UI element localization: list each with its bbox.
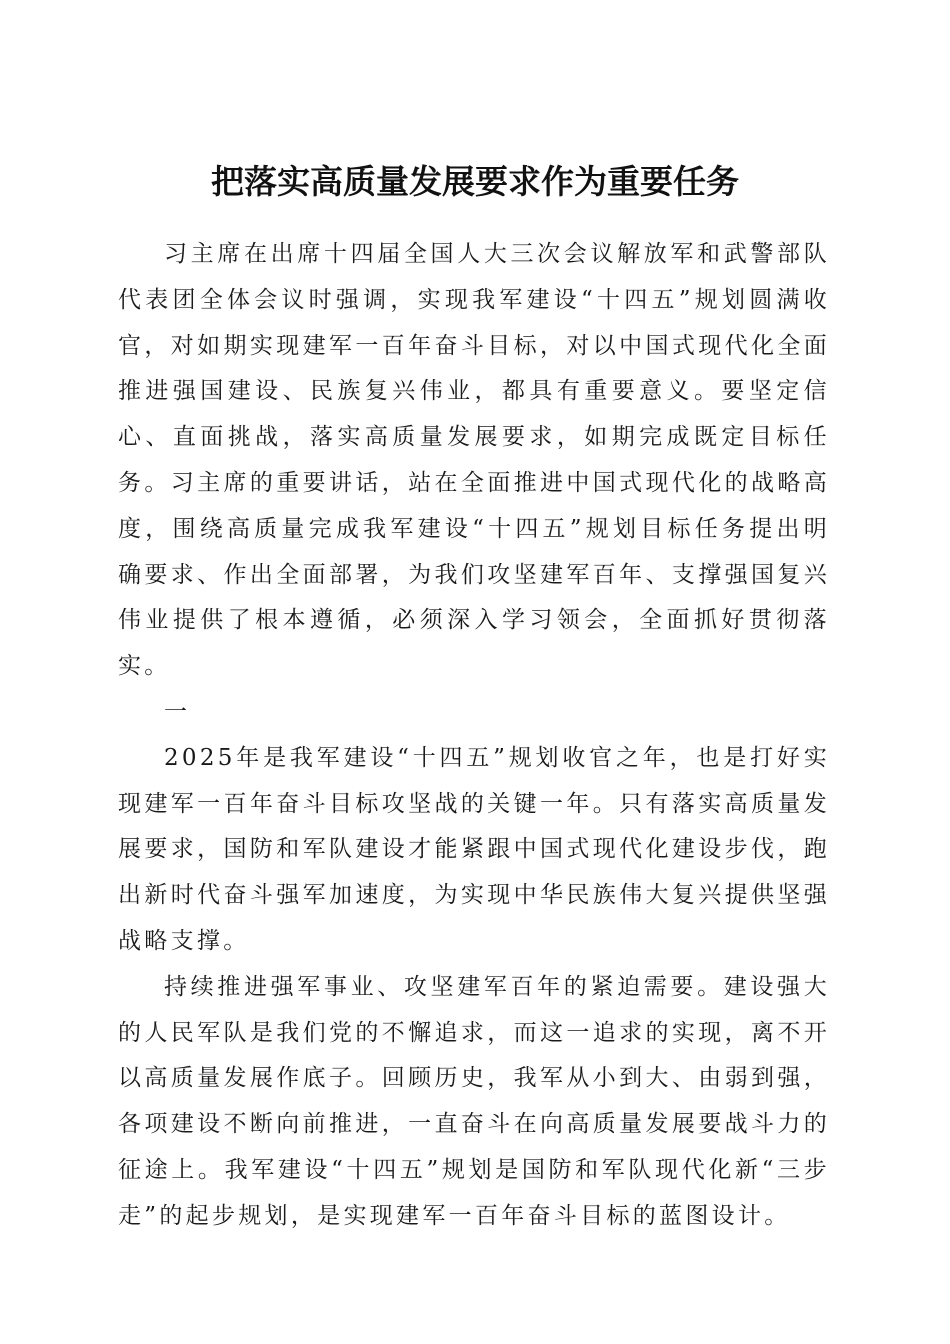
paragraph-strong-army: 持续推进强军事业、攻坚建军百年的紧迫需要。建设强大的人民军队是我们党的不懈追求，而这一追求的实现，离不开以高质量发展作底子。回顾历史，我军从小到大、由弱到强，各项建设不断向前推进，一直奋斗在向高质量发展要战斗力的征途上。我军建设“十四五”规划是国防和军队现代化新“三步走”的起步规划，是实现建军一百年奋斗目标的蓝图设计。 bbox=[118, 973, 830, 1229]
paragraph-intro: 习主席在出席十四届全国人大三次会议解放军和武警部队代表团全体会议时强调，实现我军建设“十四五”规划圆满收官，对如期实现建军一百年奋斗目标，对以中国式现代化全面推进强国建设、民族复兴伟业，都具有重要意义。要坚定信心、直面挑战，落实高质量发展要求，如期完成既定目标任务。习主席的重要讲话，站在全面推进中国式现代化的战略高度，围绕高质量完成我军建设“十四五”规划目标任务提出明确要求、作出全面部署，为我们攻坚建军百年、支撑强国复兴伟业提供了根本遵循，必须深入学习领会，全面抓好贯彻落实。 bbox=[118, 241, 830, 680]
paragraph-2025: 2025年是我军建设“十四五”规划收官之年，也是打好实现建军一百年奋斗目标攻坚战的关键一年。只有落实高质量发展要求，国防和军队建设才能紧跟中国式现代化建设步伐，跑出新时代奋斗强军加速度，为实现中华民族伟大复兴提供坚强战略支撑。 bbox=[118, 744, 830, 954]
section-number: 一 bbox=[164, 698, 191, 725]
document-body bbox=[118, 232, 830, 1240]
document-title: 把落实高质量发展要求作为重要任务 bbox=[211, 162, 739, 202]
